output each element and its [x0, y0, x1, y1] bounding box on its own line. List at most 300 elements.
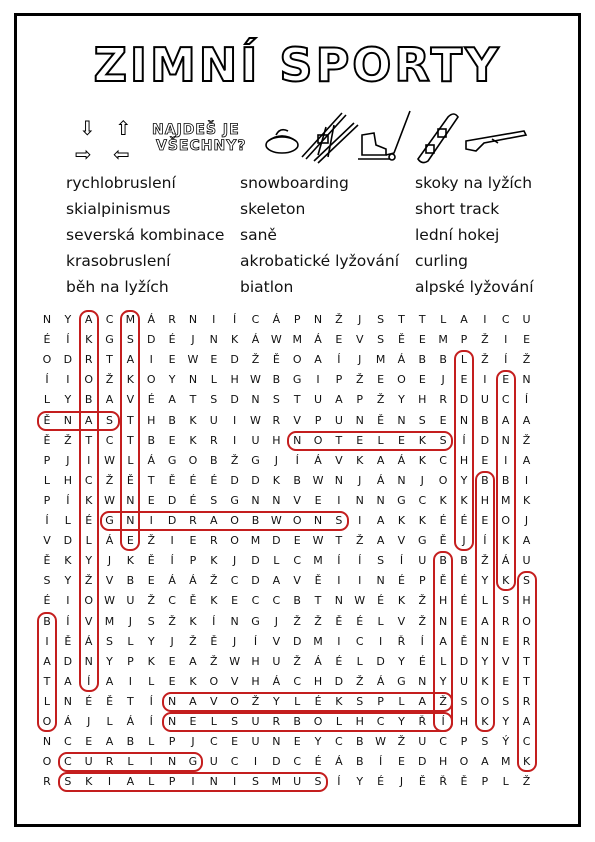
grid-letter: Y: [64, 574, 72, 588]
grid-letter: A: [522, 453, 531, 467]
grid-letter: S: [106, 634, 114, 648]
grid-letter: I: [253, 755, 258, 769]
grid-letter: U: [480, 393, 489, 407]
grid-letter: Ž: [147, 534, 156, 548]
grid-letter: K: [231, 333, 239, 347]
grid-letter: R: [209, 433, 218, 447]
grid-letter: Y: [481, 574, 489, 588]
grid-letter: C: [418, 493, 427, 507]
grid-letter: B: [355, 755, 364, 769]
grid-letter: D: [63, 353, 73, 367]
grid-letter: Ž: [481, 554, 489, 568]
grid-letter: C: [293, 755, 302, 769]
grid-letter: V: [126, 393, 135, 407]
grid-letter: L: [127, 453, 134, 467]
grid-letter: É: [460, 514, 468, 527]
grid-letter: G: [397, 674, 406, 688]
grid-letter: A: [64, 674, 72, 688]
grid-letter: L: [210, 373, 217, 387]
grid-letter: W: [312, 534, 324, 548]
arrow-down-icon: ⇩: [79, 116, 96, 140]
grid-letter: V: [43, 534, 51, 548]
grid-letter: U: [459, 674, 469, 688]
grid-letter: L: [106, 715, 113, 728]
grid-letter: N: [167, 755, 177, 769]
grid-letter: Á: [64, 715, 72, 728]
grid-letter: V: [84, 614, 93, 628]
grid-letter: Ž: [418, 594, 427, 608]
grid-letter: R: [272, 413, 281, 427]
grid-letter: U: [251, 715, 260, 728]
grid-letter: C: [251, 313, 260, 326]
grid-letter: O: [230, 534, 239, 548]
grid-letter: K: [147, 654, 155, 668]
grid-letter: D: [230, 473, 239, 487]
grid-letter: K: [502, 534, 510, 548]
grid-letter: Ž: [64, 433, 72, 447]
grid-letter: Ž: [293, 614, 301, 628]
found-word-highlight: [517, 571, 537, 772]
grid-letter: W: [229, 654, 241, 668]
grid-letter: É: [418, 654, 426, 668]
grid-letter: D: [459, 393, 469, 407]
grid-letter: W: [187, 353, 199, 367]
grid-letter: S: [231, 715, 239, 728]
grid-letter: O: [146, 373, 156, 387]
grid-letter: H: [439, 755, 448, 769]
grid-letter: M: [292, 333, 302, 347]
grid-letter: Á: [189, 574, 197, 588]
grid-letter: N: [63, 694, 72, 708]
grid-letter: J: [87, 715, 91, 728]
grid-letter: A: [376, 534, 385, 548]
grid-letter: R: [272, 715, 281, 728]
grid-letter: L: [43, 393, 51, 407]
grid-letter: L: [127, 634, 134, 648]
grid-letter: P: [418, 574, 426, 588]
grid-letter: K: [189, 413, 197, 427]
grid-letter: Á: [314, 333, 322, 347]
word-list-item: alpské lyžování: [415, 278, 534, 296]
hint-line-2: VŠECHNY?: [156, 138, 247, 154]
grid-letter: L: [377, 433, 384, 447]
grid-letter: J: [233, 554, 237, 568]
grid-letter: S: [335, 514, 343, 527]
grid-letter: E: [126, 534, 134, 548]
grid-letter: B: [481, 413, 489, 427]
grid-letter: I: [233, 433, 237, 447]
word-list-item: skialpinismus: [66, 200, 171, 218]
grid-letter: E: [397, 755, 405, 769]
grid-letter: Í: [149, 694, 153, 708]
grid-letter: O: [84, 594, 94, 608]
grid-letter: P: [168, 735, 176, 749]
grid-letter: D: [334, 674, 344, 688]
hint-line-1: NAJDEŠ JE: [152, 122, 240, 138]
grid-letter: L: [335, 715, 342, 728]
grid-letter: Ě: [335, 614, 343, 628]
grid-letter: Í: [337, 554, 341, 568]
grid-letter: D: [480, 433, 490, 447]
grid-letter: Ž: [168, 614, 176, 628]
grid-letter: N: [376, 574, 385, 588]
grid-letter: P: [168, 775, 176, 789]
grid-letter: S: [523, 574, 531, 588]
grid-letter: I: [66, 373, 70, 387]
grid-letter: U: [209, 755, 218, 769]
grid-letter: Ž: [251, 353, 260, 367]
grid-letter: H: [418, 393, 427, 407]
grid-letter: D: [251, 473, 260, 487]
grid-letter: É: [356, 614, 364, 628]
grid-letter: Ě: [460, 634, 468, 648]
grid-letter: S: [210, 393, 218, 407]
arrow-right-icon: ⇨: [75, 142, 92, 166]
grid-letter: É: [168, 333, 176, 347]
found-word-highlight: [58, 772, 328, 792]
grid-letter: D: [167, 493, 177, 507]
grid-letter: V: [293, 493, 301, 507]
grid-letter: A: [335, 393, 343, 407]
grid-letter: Ž: [293, 654, 301, 668]
grid-letter: W: [354, 594, 366, 608]
word-list-item: saně: [240, 226, 277, 244]
grid-letter: A: [84, 413, 93, 427]
grid-letter: Á: [376, 674, 385, 688]
grid-letter: K: [356, 453, 364, 467]
grid-letter: K: [418, 453, 426, 467]
grid-letter: Y: [64, 393, 72, 407]
grid-letter: C: [105, 313, 114, 326]
grid-letter: J: [191, 333, 195, 347]
word-list-item: snowboarding: [240, 174, 349, 192]
grid-letter: É: [314, 755, 322, 769]
grid-letter: K: [397, 514, 406, 527]
grid-letter: U: [272, 654, 281, 668]
grid-letter: S: [481, 735, 489, 749]
grid-letter: Ž: [355, 534, 364, 548]
grid-letter: A: [481, 614, 489, 628]
grid-letter: É: [147, 393, 155, 407]
grid-letter: A: [522, 413, 531, 427]
grid-letter: Í: [253, 634, 258, 648]
grid-letter: A: [189, 654, 197, 668]
grid-letter: A: [439, 634, 447, 648]
grid-letter: O: [313, 715, 323, 728]
found-word-highlight: [475, 471, 495, 732]
grid-letter: L: [148, 674, 155, 688]
grid-letter: Í: [45, 373, 49, 387]
grid-letter: M: [313, 634, 323, 648]
grid-letter: Ž: [522, 353, 531, 367]
found-word-highlight: [454, 350, 474, 551]
grid-letter: N: [230, 614, 239, 628]
found-word-highlight: [120, 310, 140, 551]
grid-letter: L: [440, 313, 447, 326]
grid-letter: A: [272, 574, 281, 588]
grid-letter: Á: [314, 654, 322, 668]
word-list-item: curling: [415, 252, 468, 270]
grid-letter: P: [460, 735, 468, 749]
grid-letter: I: [358, 514, 362, 527]
grid-letter: Á: [147, 313, 156, 326]
grid-letter: Á: [335, 755, 343, 769]
grid-letter: V: [335, 453, 343, 467]
grid-letter: T: [127, 413, 134, 427]
grid-letter: L: [377, 614, 384, 628]
grid-letter: N: [313, 514, 323, 527]
grid-letter: T: [127, 694, 134, 708]
grid-letter: Ž: [355, 674, 364, 688]
grid-letter: Ě: [377, 413, 385, 427]
found-word-highlight: [37, 612, 57, 733]
grid-letter: N: [126, 493, 135, 507]
grid-letter: V: [210, 694, 218, 708]
grid-letter: U: [293, 775, 302, 789]
grid-letter: J: [420, 473, 424, 487]
grid-letter: A: [84, 313, 93, 326]
found-word-highlight: [162, 712, 453, 732]
grid-letter: R: [189, 514, 197, 527]
grid-letter: É: [460, 594, 468, 608]
grid-letter: S: [314, 775, 322, 789]
grid-letter: G: [188, 755, 198, 769]
grid-letter: B: [481, 473, 489, 487]
grid-letter: H: [459, 715, 469, 728]
grid-letter: S: [356, 694, 364, 708]
grid-letter: A: [105, 393, 114, 407]
grid-letter: E: [502, 373, 510, 387]
grid-letter: Ž: [251, 694, 260, 708]
grid-letter: A: [43, 654, 51, 668]
grid-letter: A: [376, 453, 385, 467]
grid-letter: S: [252, 775, 259, 789]
grid-letter: D: [251, 554, 260, 568]
grid-letter: E: [377, 373, 385, 387]
grid-letter: D: [272, 755, 281, 769]
grid-letter: É: [460, 574, 468, 588]
grid-letter: Í: [45, 514, 49, 527]
grid-letter: C: [230, 574, 239, 588]
grid-letter: J: [399, 775, 404, 789]
grid-letter: R: [168, 313, 176, 326]
grid-letter: D: [63, 654, 73, 668]
grid-letter: C: [64, 735, 72, 749]
grid-letter: G: [397, 493, 406, 507]
grid-letter: Í: [66, 614, 70, 628]
grid-letter: R: [105, 755, 114, 769]
grid-letter: K: [502, 574, 510, 588]
grid-letter: E: [481, 453, 489, 467]
grid-letter: Ě: [168, 473, 176, 487]
grid-letter: E: [314, 493, 322, 507]
grid-letter: M: [500, 755, 511, 769]
grid-letter: N: [167, 715, 177, 728]
grid-letter: A: [126, 775, 135, 789]
grid-letter: V: [293, 413, 301, 427]
grid-letter: C: [251, 594, 260, 608]
grid-letter: V: [501, 654, 510, 668]
grid-letter: L: [398, 694, 405, 708]
grid-letter: U: [522, 554, 531, 568]
grid-letter: Ě: [126, 473, 134, 487]
grid-letter: Ž: [522, 433, 531, 447]
grid-letter: B: [293, 473, 301, 487]
grid-letter: C: [293, 674, 302, 688]
grid-letter: B: [293, 594, 301, 608]
grid-letter: K: [418, 433, 426, 447]
grid-letter: P: [189, 554, 197, 568]
grid-letter: M: [125, 313, 136, 326]
grid-letter: C: [293, 554, 302, 568]
grid-letter: L: [64, 514, 71, 527]
grid-letter: C: [501, 393, 510, 407]
grid-letter: H: [251, 674, 260, 688]
grid-letter: I: [233, 775, 237, 789]
grid-letter: Y: [168, 373, 176, 387]
grid-letter: S: [418, 413, 426, 427]
grid-letter: C: [439, 735, 447, 749]
grid-letter: J: [358, 473, 362, 487]
grid-letter: N: [334, 473, 343, 487]
grid-letter: I: [524, 473, 529, 487]
grid-letter: N: [522, 373, 531, 387]
grid-letter: C: [272, 594, 281, 608]
grid-letter: N: [459, 413, 469, 427]
grid-letter: I: [191, 775, 195, 789]
grid-letter: G: [230, 493, 239, 507]
grid-letter: B: [272, 373, 281, 387]
grid-letter: L: [127, 755, 134, 769]
grid-letter: N: [126, 514, 135, 527]
grid-letter: O: [230, 514, 239, 527]
grid-letter: Y: [106, 654, 113, 668]
grid-letter: J: [274, 453, 278, 467]
page-title: ZIMNÍ SPORTY: [93, 38, 502, 92]
grid-letter: T: [523, 674, 530, 688]
grid-letter: B: [460, 554, 468, 568]
grid-letter: Í: [233, 313, 237, 326]
grid-letter: P: [43, 493, 51, 507]
grid-letter: B: [168, 413, 176, 427]
grid-letter: K: [85, 333, 93, 347]
grid-letter: N: [188, 313, 198, 326]
word-list-item: rychlobruslení: [66, 174, 176, 192]
word-list-item: běh na lyžích: [66, 278, 169, 296]
grid-letter: E: [502, 634, 510, 648]
grid-letter: Ě: [460, 775, 468, 789]
grid-letter: B: [84, 393, 93, 407]
grid-letter: Ě: [439, 574, 447, 588]
grid-letter: O: [501, 514, 511, 527]
grid-letter: I: [504, 453, 508, 467]
grid-letter: Ě: [64, 634, 72, 648]
grid-letter: T: [106, 353, 113, 367]
grid-letter: P: [293, 313, 301, 326]
grid-letter: N: [397, 413, 406, 427]
grid-letter: J: [191, 735, 195, 749]
grid-letter: Á: [168, 574, 176, 588]
grid-letter: E: [210, 353, 218, 367]
grid-letter: N: [209, 333, 218, 347]
grid-letter: Ž: [314, 614, 322, 628]
grid-letter: U: [334, 413, 343, 427]
grid-letter: Ž: [189, 634, 197, 648]
grid-letter: N: [84, 654, 93, 668]
grid-letter: R: [209, 534, 218, 548]
grid-letter: T: [335, 534, 343, 548]
grid-letter: Y: [314, 735, 322, 749]
grid-letter: Y: [460, 473, 468, 487]
grid-letter: J: [462, 534, 466, 548]
grid-letter: L: [356, 654, 363, 668]
grid-letter: O: [42, 755, 52, 769]
grid-letter: P: [127, 654, 134, 668]
grid-letter: V: [355, 333, 364, 347]
grid-letter: W: [104, 453, 115, 467]
grid-letter: U: [418, 735, 427, 749]
grid-letter: N: [355, 413, 364, 427]
grid-letter: C: [230, 755, 239, 769]
grid-letter: A: [522, 715, 531, 728]
grid-letter: H: [272, 433, 281, 447]
grid-letter: Ž: [230, 453, 239, 467]
grid-letter: I: [66, 594, 70, 608]
grid-letter: Ě: [397, 333, 405, 347]
grid-letter: Á: [272, 313, 281, 326]
grid-letter: B: [126, 574, 135, 588]
grid-letter: Ě: [272, 353, 280, 367]
grid-letter: N: [418, 674, 427, 688]
grid-letter: D: [272, 534, 281, 548]
grid-letter: Í: [170, 554, 174, 568]
grid-letter: Á: [397, 453, 406, 467]
grid-letter: E: [439, 413, 447, 427]
grid-letter: I: [149, 514, 153, 527]
grid-letter: M: [271, 775, 282, 789]
grid-letter: I: [233, 413, 237, 427]
grid-letter: H: [480, 493, 489, 507]
grid-letter: É: [85, 694, 93, 708]
grid-letter: O: [438, 473, 448, 487]
grid-letter: G: [418, 534, 427, 548]
grid-letter: N: [251, 393, 260, 407]
grid-letter: T: [314, 594, 322, 608]
grid-letter: N: [251, 493, 260, 507]
grid-letter: B: [126, 735, 135, 749]
grid-letter: Ž: [481, 333, 489, 347]
grid-letter: S: [377, 313, 385, 326]
grid-letter: O: [522, 614, 531, 628]
grid-letter: Ž: [522, 775, 531, 789]
grid-letter: I: [128, 674, 133, 688]
grid-letter: U: [522, 313, 531, 326]
grid-letter: N: [42, 313, 52, 326]
grid-letter: W: [375, 735, 387, 749]
grid-letter: R: [84, 353, 93, 367]
word-list-item: krasobruslení: [66, 252, 171, 270]
grid-letter: S: [502, 594, 510, 608]
grid-letter: Ě: [439, 534, 447, 548]
grid-letter: V: [293, 574, 301, 588]
word-list-item: akrobatické lyžování: [240, 252, 400, 270]
grid-letter: U: [418, 554, 427, 568]
grid-letter: S: [377, 554, 385, 568]
grid-letter: E: [481, 514, 489, 527]
grid-letter: W: [270, 514, 282, 527]
grid-letter: D: [459, 654, 469, 668]
grid-letter: A: [105, 674, 114, 688]
